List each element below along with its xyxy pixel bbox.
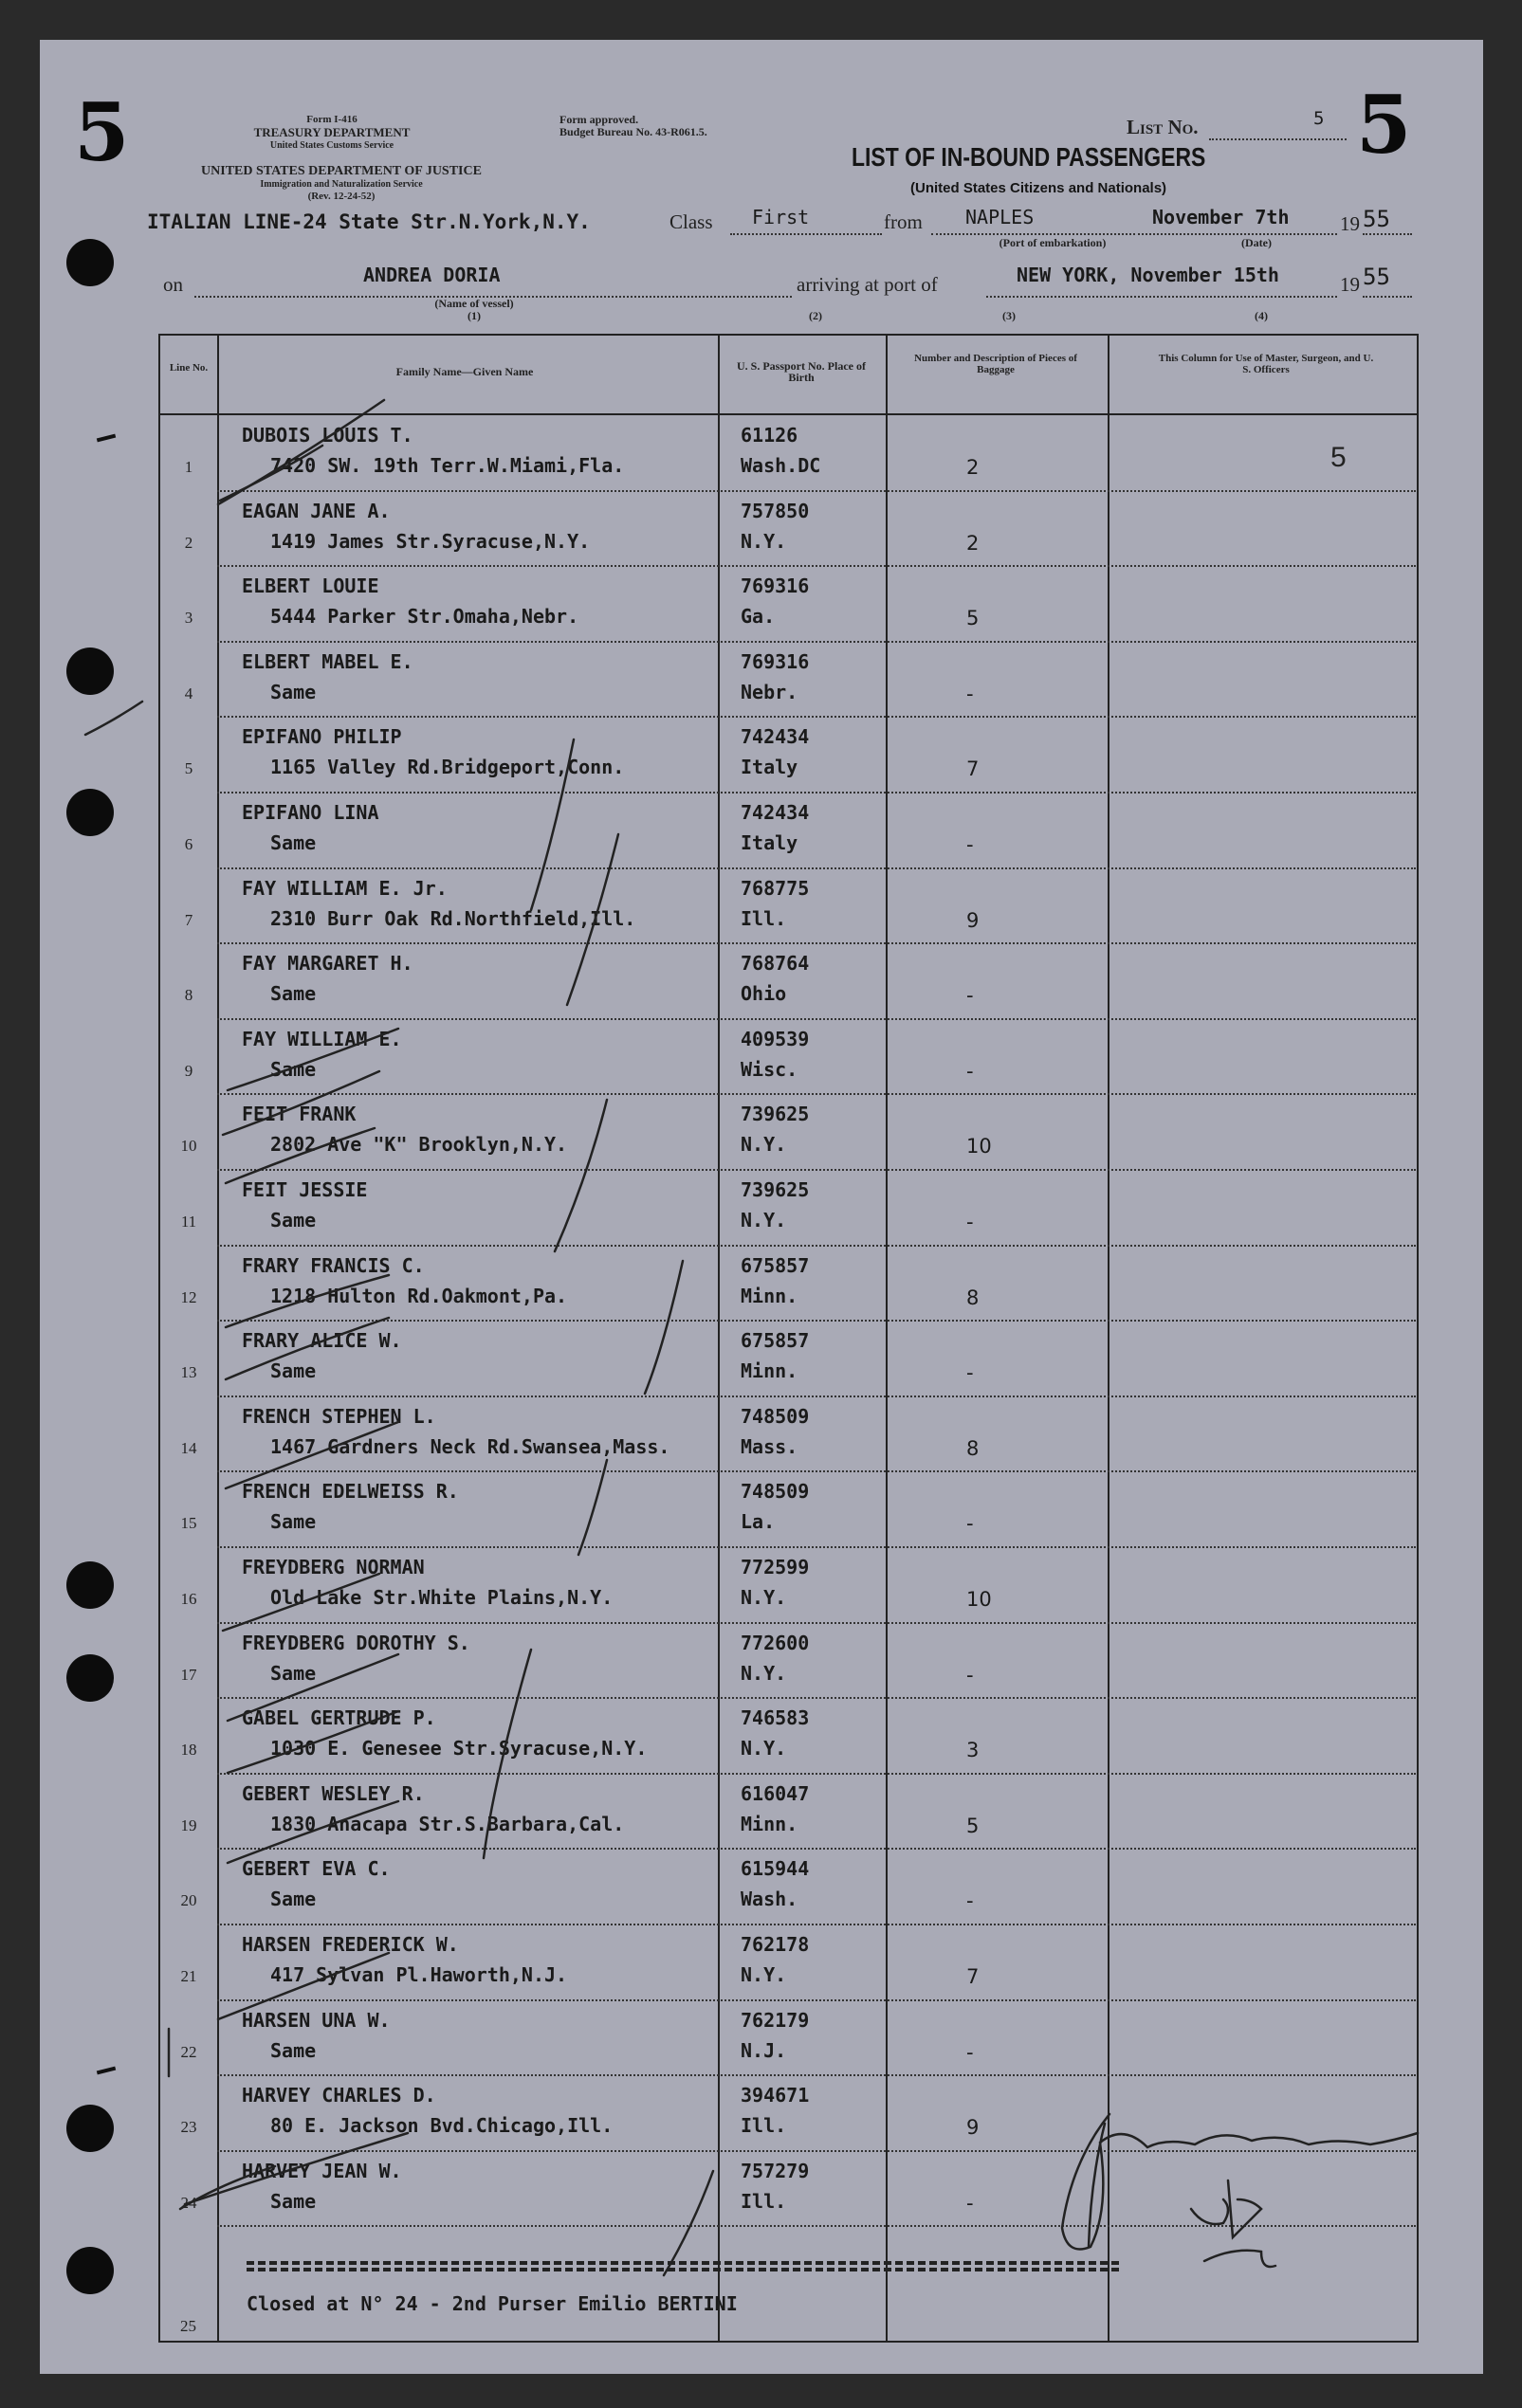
arrival-year: 55 (1363, 264, 1390, 290)
row-line-number: 2 (184, 533, 193, 552)
place-of-birth: Minn. (741, 1812, 798, 1835)
passenger-name: FREYDBERG DOROTHY S. (242, 1631, 470, 1654)
passenger-address: 1030 E. Genesee Str.Syracuse,N.Y. (270, 1737, 648, 1760)
arrival-year-prefix: 19 (1340, 273, 1360, 296)
baggage-count: 5 (966, 607, 980, 630)
passport-number: 675857 (741, 1253, 810, 1277)
passenger-address: Same (270, 2189, 317, 2213)
baggage-count: - (966, 1512, 974, 1536)
place-of-birth: Italy (741, 831, 798, 854)
row-line-number: 22 (180, 2042, 197, 2061)
passport-number: 768775 (741, 876, 810, 900)
place-of-birth: N.Y. (741, 1209, 787, 1231)
passenger-address: Same (270, 2038, 317, 2062)
passenger-name: FAY WILLIAM E. Jr. (242, 876, 448, 900)
passenger-address: Same (270, 1057, 317, 1081)
closing-statement: Closed at N° 24 - 2nd Purser Emilio BERTINI (247, 2292, 738, 2315)
row-line-number: 21 (180, 1967, 197, 1985)
baggage-count: 2 (966, 531, 980, 555)
passport-number: 772599 (741, 1556, 810, 1578)
passenger-address: Same (270, 1209, 317, 1231)
baggage-count: - (966, 1059, 974, 1083)
baggage-count: - (966, 1361, 974, 1385)
form-approved: Form approved. (559, 113, 639, 126)
passenger-address: 417 Sylvan Pl.Haworth,N.J. (270, 1963, 568, 1986)
baggage-count: - (966, 1889, 974, 1913)
passenger-name: FEIT FRANK (242, 1103, 357, 1126)
passenger-address: 2802 Ave "K" Brooklyn,N.Y. (270, 1133, 568, 1157)
row-line-number: 5 (184, 759, 193, 778)
passenger-address: Same (270, 1359, 317, 1383)
row-line-number: 13 (180, 1363, 197, 1382)
passport-number: 394671 (741, 2084, 810, 2107)
place-of-birth: Ill. (741, 2189, 787, 2213)
line-number-25: 25 (180, 2317, 196, 2335)
row-line-number: 12 (180, 1287, 197, 1306)
place-of-birth: Nebr. (741, 680, 798, 703)
place-of-birth: N.J. (741, 2038, 787, 2062)
baggage-count: 9 (966, 2116, 980, 2140)
baggage-count: - (966, 1211, 974, 1233)
passport-number: 742434 (741, 801, 810, 824)
passenger-address: Same (270, 1510, 317, 1534)
row-line-number: 3 (184, 609, 193, 628)
row-line-number: 1 (184, 458, 193, 476)
place-of-birth: N.Y. (741, 1737, 787, 1760)
customs-service: United States Customs Service (269, 140, 394, 151)
class-label: Class (669, 210, 713, 233)
passenger-address: 7420 SW. 19th Terr.W.Miami,Fla. (270, 454, 625, 477)
arriving-label: arriving at port of (797, 273, 938, 296)
baggage-count: 8 (966, 1286, 980, 1309)
place-of-birth: Wash.DC (741, 454, 821, 477)
passport-number: 757279 (741, 2159, 810, 2182)
place-of-birth: La. (741, 1510, 776, 1534)
justice-dept: UNITED STATES DEPARTMENT OF JUSTICE (201, 164, 482, 178)
column-header-name: Family Name—Given Name (395, 365, 534, 378)
baggage-count: 10 (966, 1588, 992, 1611)
row-line-number: 11 (180, 1213, 197, 1231)
row-line-number: 15 (180, 1514, 197, 1533)
passenger-name: FRARY ALICE W. (242, 1329, 402, 1353)
port-of-embarkation: NAPLES (965, 206, 1035, 228)
passenger-address: Same (270, 982, 317, 1006)
place-of-birth: N.Y. (741, 529, 787, 553)
place-of-birth: Ohio (741, 982, 787, 1006)
place-of-birth: Ga. (741, 605, 776, 629)
row-line-number: 9 (184, 1061, 193, 1080)
passenger-address: 1218 Hulton Rd.Oakmont,Pa. (270, 1284, 568, 1307)
passport-number: 748509 (741, 1480, 810, 1504)
passenger-address: 5444 Parker Str.Omaha,Nebr. (270, 605, 579, 629)
document-title: LIST OF IN-BOUND PASSENGERS (852, 142, 1206, 172)
baggage-count: - (966, 682, 974, 705)
passenger-name: HARSEN UNA W. (242, 2008, 391, 2032)
treasury-dept: TREASURY DEPARTMENT (253, 125, 411, 139)
passenger-name: FAY WILLIAM E. (242, 1027, 402, 1050)
budget-bureau: Budget Bureau No. 43-R061.5. (559, 125, 707, 138)
column-header-line-no: Line No. (169, 362, 209, 374)
column-number-4: (4) (1255, 309, 1268, 322)
row-line-number: 4 (184, 684, 193, 702)
baggage-count: 10 (966, 1135, 992, 1158)
passenger-name: DUBOIS LOUIS T. (242, 424, 413, 447)
arrival-port-date: NEW YORK, November 15th (1017, 264, 1279, 286)
baggage-count: 3 (966, 1739, 980, 1762)
baggage-count: - (966, 2191, 974, 2215)
passenger-address: 2310 Burr Oak Rd.Northfield,Ill. (270, 906, 636, 930)
passport-number: 61126 (741, 424, 798, 447)
place-of-birth: Wash. (741, 1888, 798, 1911)
baggage-count: - (966, 833, 974, 856)
passenger-name: GEBERT EVA C. (242, 1857, 391, 1881)
row-line-number: 6 (184, 835, 193, 853)
passport-number: 769316 (741, 649, 810, 673)
vessel-caption: (Name of vessel) (434, 297, 514, 310)
column-number-2: (2) (809, 309, 822, 322)
place-of-birth: Minn. (741, 1359, 798, 1383)
baggage-count: - (966, 2040, 974, 2064)
passenger-address: Old Lake Str.White Plains,N.Y. (270, 1586, 614, 1609)
baggage-count: - (966, 1663, 974, 1687)
passport-number: 409539 (741, 1027, 810, 1050)
column-number-3: (3) (1002, 309, 1016, 322)
passenger-address: Same (270, 831, 317, 854)
column-header-baggage: Number and Description of Pieces of Baggage (914, 353, 1077, 375)
passenger-name: ELBERT MABEL E. (242, 649, 413, 673)
departure-year: 55 (1363, 206, 1390, 232)
class-value: First (752, 206, 810, 228)
passenger-address: Same (270, 1888, 317, 1911)
row-line-number: 17 (180, 1665, 197, 1684)
column-header-officers: This Column for Use of Master, Surgeon, and U. S. Officers (1158, 353, 1374, 375)
passport-number: 768764 (741, 952, 810, 976)
passport-number: 739625 (741, 1103, 810, 1126)
passenger-name: HARSEN FREDERICK W. (242, 1933, 459, 1956)
passenger-name: GABEL GERTRUDE P. (242, 1706, 436, 1730)
on-label: on (163, 273, 183, 296)
page-mark-left: 5 (74, 85, 130, 179)
passport-number: 739625 (741, 1178, 810, 1201)
row-line-number: 8 (184, 986, 193, 1005)
baggage-count: 8 (966, 1436, 980, 1460)
passenger-name: FEIT JESSIE (242, 1178, 368, 1201)
passenger-name: FRENCH STEPHEN L. (242, 1404, 436, 1428)
passenger-name: HARVEY JEAN W. (242, 2159, 402, 2182)
passenger-address: 1467 Gardners Neck Rd.Swansea,Mass. (270, 1434, 670, 1458)
passport-number: 762178 (741, 1933, 810, 1956)
passport-number: 772600 (741, 1631, 810, 1654)
row-line-number: 18 (180, 1741, 197, 1760)
passenger-name: EPIFANO LINA (242, 801, 379, 824)
passenger-address: 80 E. Jackson Bvd.Chicago,Ill. (270, 2114, 614, 2138)
row-line-number: 20 (180, 1891, 197, 1910)
passenger-name: FRARY FRANCIS C. (242, 1253, 425, 1277)
departure-year-prefix: 19 (1340, 212, 1360, 235)
officers-note: 5 (1330, 442, 1347, 473)
place-of-birth: Italy (741, 756, 798, 779)
baggage-count: 9 (966, 908, 980, 932)
passport-number: 675857 (741, 1329, 810, 1353)
passenger-name: ELBERT LOUIE (242, 575, 379, 598)
place-of-birth: N.Y. (741, 1661, 787, 1685)
port-embark-caption: (Port of embarkation) (999, 236, 1107, 249)
baggage-count: - (966, 984, 974, 1008)
shipping-line: ITALIAN LINE-24 State Str.N.York,N.Y. (147, 210, 591, 233)
baggage-count: 5 (966, 1814, 980, 1837)
row-line-number: 10 (180, 1137, 197, 1156)
row-line-number: 24 (180, 2193, 197, 2212)
passenger-name: FREYDBERG NORMAN (242, 1556, 425, 1578)
row-line-number: 14 (180, 1438, 197, 1457)
form-number: Form I-416 (306, 114, 358, 125)
baggage-count: 7 (966, 757, 980, 781)
passenger-name: FAY MARGARET H. (242, 952, 413, 976)
passenger-name: HARVEY CHARLES D. (242, 2084, 436, 2107)
row-line-number: 16 (180, 1590, 197, 1608)
passenger-name: GEBERT WESLEY R. (242, 1781, 425, 1805)
passenger-name: FRENCH EDELWEISS R. (242, 1480, 459, 1504)
passenger-address: 1165 Valley Rd.Bridgeport,Conn. (270, 756, 625, 779)
place-of-birth: Minn. (741, 1284, 798, 1307)
list-number: 5 (1313, 108, 1325, 129)
passport-number: 742434 (741, 725, 810, 749)
column-header-passport: U. S. Passport No. Place of Birth (737, 359, 866, 384)
row-line-number: 23 (180, 2118, 197, 2137)
place-of-birth: N.Y. (741, 1133, 787, 1157)
baggage-count: 7 (966, 1965, 980, 1988)
baggage-count: 2 (966, 456, 980, 479)
passport-number: 762179 (741, 2008, 810, 2032)
place-of-birth: N.Y. (741, 1586, 787, 1609)
passenger-name: EAGAN JANE A. (242, 499, 391, 522)
row-line-number: 7 (184, 910, 193, 929)
place-of-birth: Ill. (741, 2114, 787, 2138)
passenger-name: EPIFANO PHILIP (242, 725, 402, 749)
passport-number: 748509 (741, 1404, 810, 1428)
passport-number: 746583 (741, 1706, 810, 1730)
list-number-label: List No. (1127, 116, 1199, 138)
passport-number: 769316 (741, 575, 810, 598)
vessel-name: ANDREA DORIA (363, 264, 501, 286)
ins-service: Immigration and Naturalization Service (260, 179, 423, 190)
place-of-birth: Wisc. (741, 1057, 798, 1081)
departure-date: November 7th (1152, 206, 1290, 228)
form-revision: (Rev. 12-24-52) (307, 191, 376, 202)
row-line-number: 19 (180, 1815, 197, 1834)
date-caption: (Date) (1241, 236, 1272, 249)
passport-number: 757850 (741, 499, 810, 522)
passport-number: 615944 (741, 1857, 810, 1881)
place-of-birth: N.Y. (741, 1963, 787, 1986)
document-subtitle: (United States Citizens and Nationals) (910, 180, 1167, 196)
passenger-address: 1419 James Str.Syracuse,N.Y. (270, 529, 591, 553)
vessel-caption-number: (1) (468, 309, 481, 322)
passenger-address: Same (270, 1661, 317, 1685)
passenger-address: 1830 Anacapa Str.S.Barbara,Cal. (270, 1812, 625, 1835)
passenger-address: Same (270, 680, 317, 703)
passport-number: 616047 (741, 1781, 810, 1805)
place-of-birth: Mass. (741, 1434, 798, 1458)
place-of-birth: Ill. (741, 906, 787, 930)
page-mark-right: 5 (1356, 78, 1412, 172)
from-label: from (884, 210, 923, 233)
